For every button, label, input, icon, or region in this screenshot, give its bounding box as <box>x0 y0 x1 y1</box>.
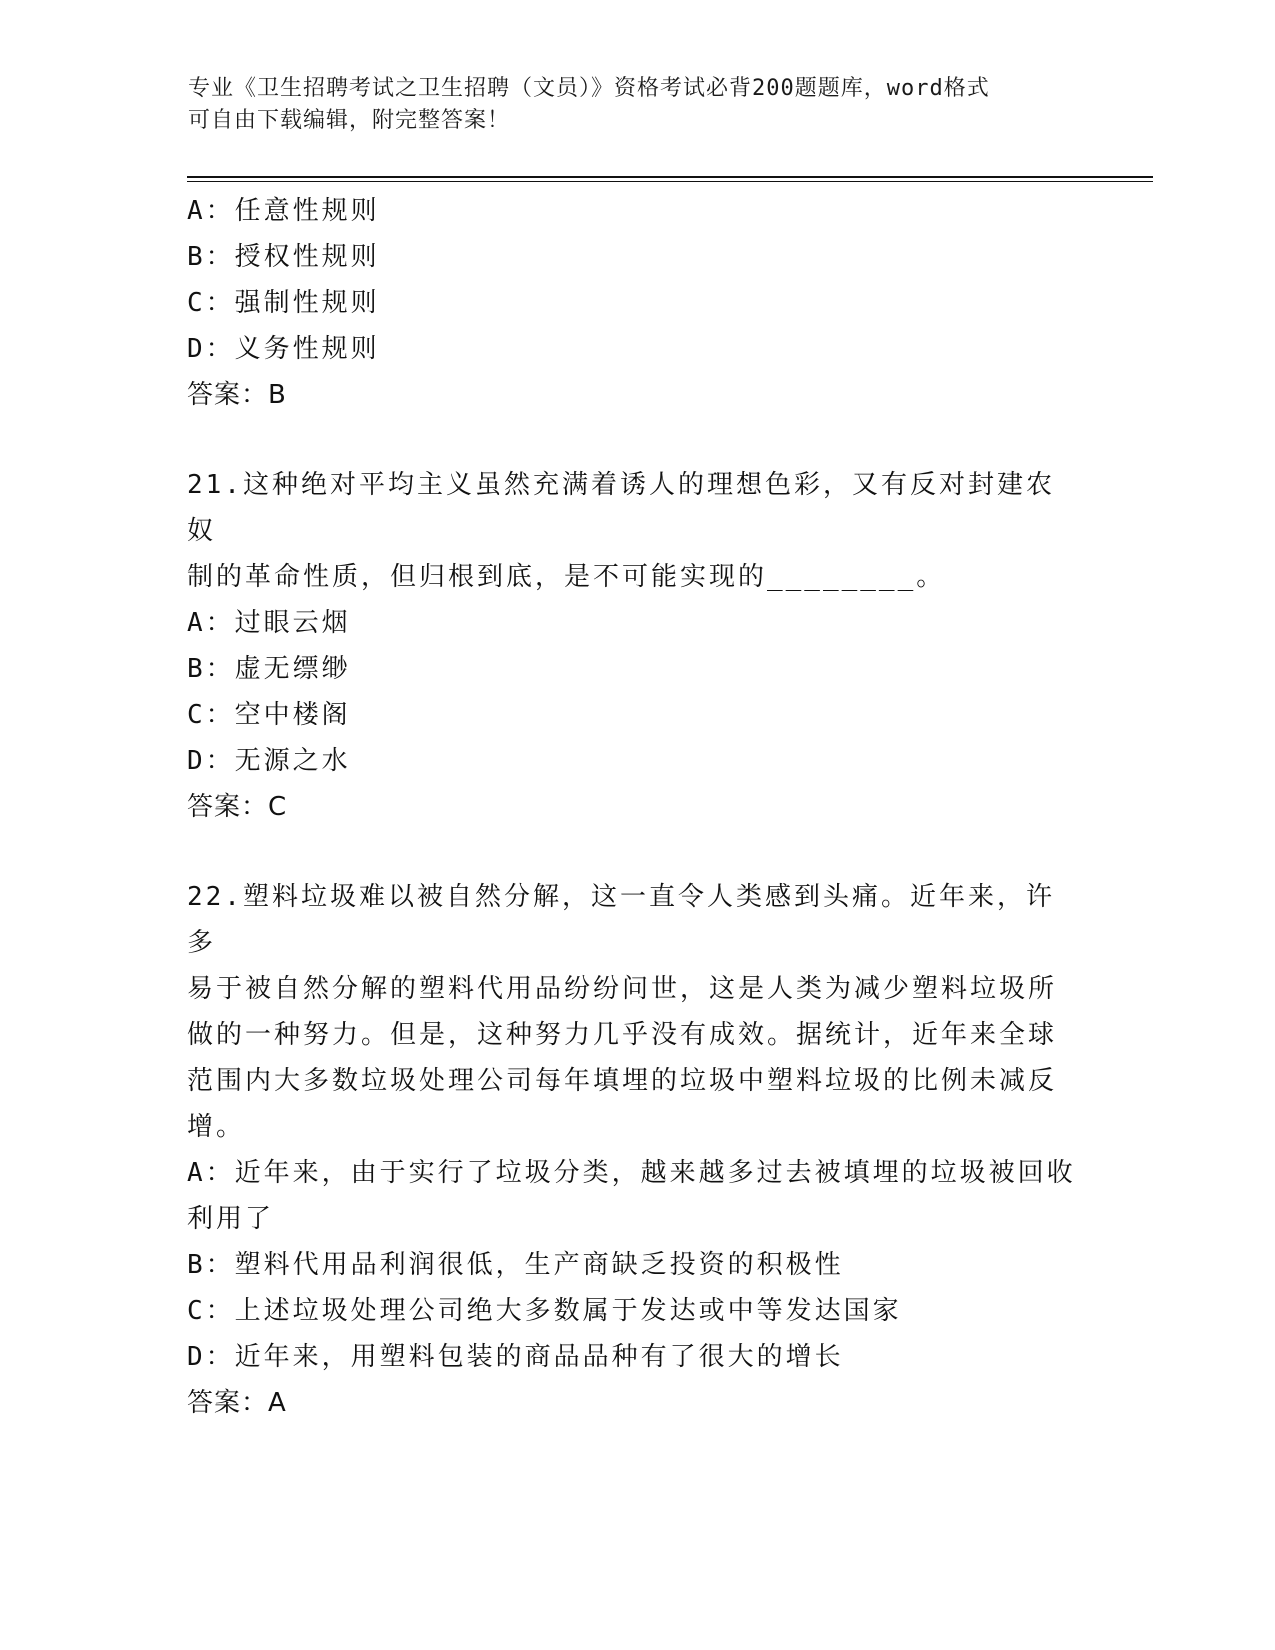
spacer <box>187 418 1077 462</box>
question-content <box>187 188 1077 1426</box>
question-stem-line: 增。 <box>187 1112 246 1142</box>
question-stem-line: 做的一种努力。但是，这种努力几乎没有成效。据统计，近年来全球 <box>187 1020 1058 1050</box>
option-b: B：授权性规则 <box>187 242 380 272</box>
question-block-21 <box>187 462 1077 830</box>
answer-line: 答案：A <box>187 1388 287 1418</box>
option-c: C：空中楼阁 <box>187 700 351 730</box>
question-stem-line: 制的革命性质，但归根到底，是不可能实现的________。 <box>187 562 946 592</box>
header-divider-thin <box>187 181 1153 182</box>
answer-line: 答案：C <box>187 792 288 822</box>
question-stem-line: 范围内大多数垃圾处理公司每年填埋的垃圾中塑料垃圾的比例未减反 <box>187 1066 1058 1096</box>
question-stem-line: 21.这种绝对平均主义虽然充满着诱人的理想色彩，又有反对封建农奴 <box>187 470 1055 546</box>
option-d: D：义务性规则 <box>187 334 380 364</box>
question-block-20 <box>187 188 1077 418</box>
option-b: B：虚无缥缈 <box>187 654 351 684</box>
option-a: A：任意性规则 <box>187 196 380 226</box>
answer-line: 答案：B <box>187 380 287 410</box>
header-line-2: 可自由下载编辑，附完整答案！ <box>188 108 511 133</box>
question-stem-line: 22.塑料垃圾难以被自然分解，这一直令人类感到头痛。近年来，许多 <box>187 882 1055 958</box>
header-divider-thick <box>187 176 1153 178</box>
option-a: A：近年来，由于实行了垃圾分类，越来越多过去被填埋的垃圾被回收 <box>187 1158 1076 1188</box>
header-line-1: 专业《卫生招聘考试之卫生招聘（文员）》资格考试必背200题题库，word格式 <box>188 76 990 101</box>
document-header <box>188 73 1068 137</box>
option-d: D：无源之水 <box>187 746 351 776</box>
option-b: B：塑料代用品利润很低，生产商缺乏投资的积极性 <box>187 1250 844 1280</box>
option-c: C：上述垃圾处理公司绝大多数属于发达或中等发达国家 <box>187 1296 902 1326</box>
option-c: C：强制性规则 <box>187 288 380 318</box>
spacer <box>187 830 1077 874</box>
option-a-continued: 利用了 <box>187 1204 275 1234</box>
question-stem-line: 易于被自然分解的塑料代用品纷纷问世，这是人类为减少塑料垃圾所 <box>187 974 1058 1004</box>
option-d: D：近年来，用塑料包装的商品品种有了很大的增长 <box>187 1342 844 1372</box>
option-a: A：过眼云烟 <box>187 608 351 638</box>
question-block-22 <box>187 874 1077 1426</box>
